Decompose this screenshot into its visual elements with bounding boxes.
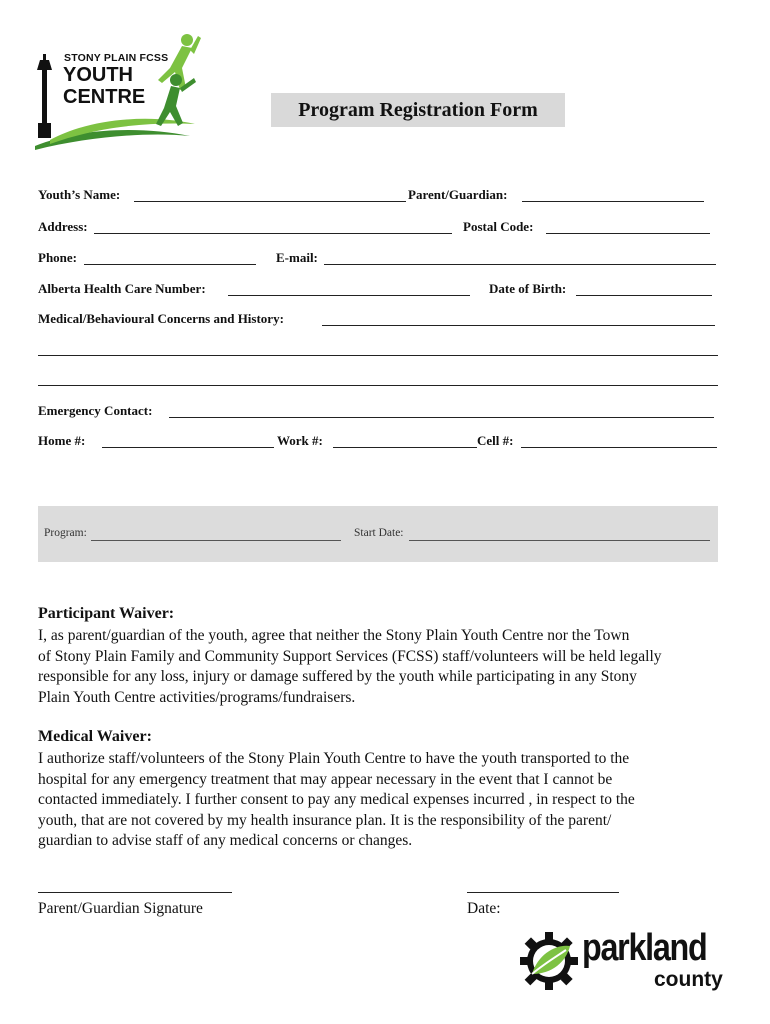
youth-name-label: Youth’s Name: xyxy=(38,187,121,202)
medical-waiver-line: hospital for any emergency treatment that may appear necessary in the event that I cannot be xyxy=(38,770,613,788)
medical-waiver-line: I authorize staff/volunteers of the Stony Plain Youth Centre to have the youth transported to the xyxy=(38,750,630,767)
postal-code-field[interactable] xyxy=(546,233,710,234)
medical-label: Medical/Behavioural Concerns and History: xyxy=(38,311,284,326)
address-field[interactable] xyxy=(94,233,452,234)
postal-code-label: Postal Code: xyxy=(463,219,534,234)
logo-line1: STONY PLAIN FCSS xyxy=(64,52,169,64)
participant-waiver-line: of Stony Plain Family and Community Support Services (FCSS) staff/volunteers will be held legally xyxy=(38,647,662,665)
work-field[interactable] xyxy=(333,447,477,448)
participant-waiver-heading: Participant Waiver: xyxy=(38,605,175,622)
logo-line3: CENTRE xyxy=(63,86,146,108)
home-label: Home #: xyxy=(38,433,86,448)
start-date-field[interactable] xyxy=(409,540,710,541)
cell-field[interactable] xyxy=(521,447,717,448)
medical-waiver-line: contacted immediately. I further consent to pay any medical expenses incurred , in respect to the xyxy=(38,791,635,808)
logo-line2: YOUTH xyxy=(63,64,133,86)
emergency-field[interactable] xyxy=(169,417,714,418)
home-field[interactable] xyxy=(102,447,274,448)
participant-waiver-line: I, as parent/guardian of the youth, agree that neither the Stony Plain Youth Centre nor the Town xyxy=(38,627,630,644)
health-card-field[interactable] xyxy=(228,295,470,296)
work-label: Work #: xyxy=(277,433,323,448)
parent-signature-label: Parent/Guardian Signature xyxy=(38,900,203,917)
dob-field[interactable] xyxy=(576,295,712,296)
youth-name-field[interactable] xyxy=(134,201,406,202)
email-field[interactable] xyxy=(324,264,716,265)
program-label: Program: xyxy=(44,527,87,539)
medical-field-line3[interactable] xyxy=(38,385,718,386)
participant-waiver-line: responsible for any loss, injury or damage suffered by the youth while participating in any Stony xyxy=(38,668,637,685)
youth-centre-logo xyxy=(30,28,205,153)
county-word: county xyxy=(654,968,723,991)
form-title: Program Registration Form xyxy=(271,93,565,127)
cell-label: Cell #: xyxy=(477,433,514,448)
start-date-label: Start Date: xyxy=(354,527,404,539)
participant-waiver-line: Plain Youth Centre activities/programs/fundraisers. xyxy=(38,688,356,706)
medical-waiver-heading: Medical Waiver: xyxy=(38,728,152,745)
medical-field[interactable] xyxy=(322,325,715,326)
phone-label: Phone: xyxy=(38,250,77,265)
parkland-word: parkland xyxy=(582,927,707,969)
program-field[interactable] xyxy=(91,540,341,541)
email-label: E-mail: xyxy=(276,250,318,265)
participant-waiver-text xyxy=(38,626,662,708)
address-label: Address: xyxy=(38,219,88,234)
medical-waiver-line: youth, that are not covered by my health insurance plan. It is the responsibility of the parent/ xyxy=(38,811,612,829)
parkland-county-logo xyxy=(518,926,733,998)
medical-waiver-text xyxy=(38,749,635,852)
medical-field-line2[interactable] xyxy=(38,355,718,356)
date-signature-field[interactable] xyxy=(467,892,619,893)
health-card-label: Alberta Health Care Number: xyxy=(38,281,206,296)
gear-leaf-icon xyxy=(518,930,580,992)
parent-guardian-field[interactable] xyxy=(522,201,704,202)
emergency-label: Emergency Contact: xyxy=(38,403,153,418)
phone-field[interactable] xyxy=(84,264,256,265)
dob-label: Date of Birth: xyxy=(489,281,567,296)
parent-guardian-label: Parent/Guardian: xyxy=(408,187,508,202)
date-signature-label: Date: xyxy=(467,900,501,917)
medical-waiver-line: guardian to advise staff of any medical concerns or changes. xyxy=(38,832,413,849)
parent-signature-field[interactable] xyxy=(38,892,232,893)
